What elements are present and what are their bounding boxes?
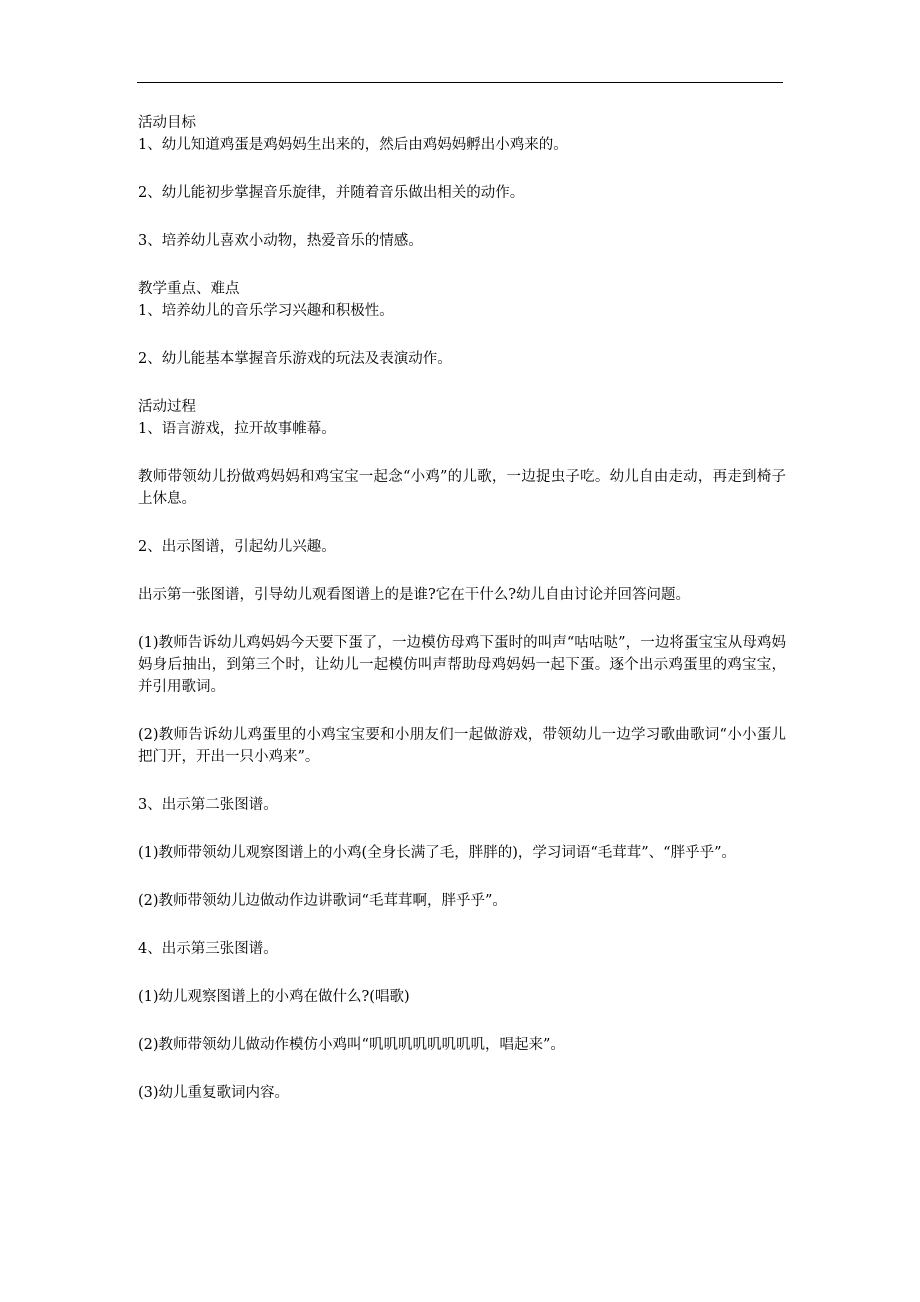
section-title-process: 活动过程 — [138, 399, 196, 415]
header-rule — [137, 82, 783, 83]
goal-item: 1、幼儿知道鸡蛋是鸡妈妈生出来的，然后由鸡妈妈孵出小鸡来的。 — [138, 137, 568, 153]
key-point-item: 1、培养幼儿的音乐学习兴趣和积极性。 — [138, 303, 394, 319]
process-paragraph: 教师带领幼儿扮做鸡妈妈和鸡宝宝一起念“小鸡”的儿歌，一边捉虫子吃。幼儿自由走动，再走到椅子上休息。 — [138, 469, 786, 507]
key-point-item: 2、幼儿能基本掌握音乐游戏的玩法及表演动作。 — [138, 351, 452, 367]
process-paragraph: 4、出示第三张图谱。 — [138, 941, 278, 957]
process-paragraph: (2)教师带领幼儿做动作模仿小鸡叫“叽叽叽叽叽叽叽叽，唱起来”。 — [138, 1037, 565, 1053]
process-paragraph: (1)幼儿观察图谱上的小鸡在做什么?(唱歌) — [138, 989, 410, 1005]
process-paragraph: 出示第一张图谱，引导幼儿观看图谱上的是谁?它在干什么?幼儿自由讨论并回答问题。 — [138, 587, 691, 603]
process-paragraph: (1)教师告诉幼儿鸡妈妈今天要下蛋了，一边模仿母鸡下蛋时的叫声“咕咕哒”，一边将蛋宝宝从母鸡妈妈身后抽出，到第三个时，让幼儿一起模仿叫声帮助母鸡妈妈一起下蛋。逐个出示鸡蛋里的鸡宝宝，并引用歌词。 — [138, 635, 786, 695]
document-body — [138, 112, 786, 1130]
section-title-goals: 活动目标 — [138, 115, 196, 131]
process-paragraph: 1、语言游戏，拉开故事帷幕。 — [138, 421, 336, 437]
goal-item: 2、幼儿能初步掌握音乐旋律，并随着音乐做出相关的动作。 — [138, 185, 525, 201]
goal-item: 3、培养幼儿喜欢小动物，热爱音乐的情感。 — [138, 233, 423, 249]
process-paragraph: (1)教师带领幼儿观察图谱上的小鸡(全身长满了毛，胖胖的)，学习词语“毛茸茸”、“胖乎乎”。 — [138, 845, 737, 861]
process-paragraph: 2、出示图谱，引起幼儿兴趣。 — [138, 539, 336, 555]
process-paragraph: (3)幼儿重复歌词内容。 — [138, 1085, 290, 1101]
process-paragraph: (2)教师带领幼儿边做动作边讲歌词“毛茸茸啊，胖乎乎”。 — [138, 893, 507, 909]
section-title-key-points: 教学重点、难点 — [138, 281, 240, 297]
process-paragraph: 3、出示第二张图谱。 — [138, 797, 278, 813]
process-paragraph: (2)教师告诉幼儿鸡蛋里的小鸡宝宝要和小朋友们一起做游戏，带领幼儿一边学习歌曲歌词“小小蛋儿把门开，开出一只小鸡来”。 — [138, 727, 786, 765]
